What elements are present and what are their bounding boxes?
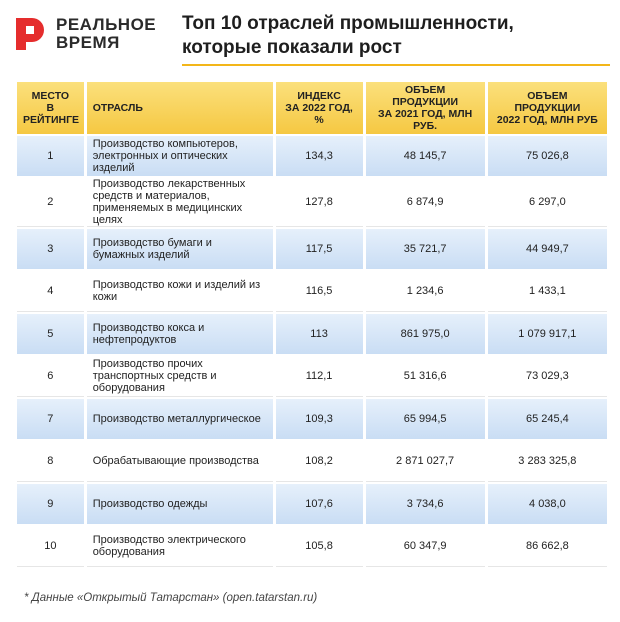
table-row bbox=[17, 178, 607, 227]
cell-index: 105,8 bbox=[276, 526, 363, 567]
table-row bbox=[17, 484, 607, 524]
table-row bbox=[17, 526, 607, 567]
table-row bbox=[17, 356, 607, 397]
cell-volume-2021: 3 734,6 bbox=[366, 484, 485, 524]
cell-volume-2022: 65 245,4 bbox=[488, 399, 607, 439]
cell-place: 9 bbox=[17, 484, 84, 524]
cell-index: 127,8 bbox=[276, 178, 363, 227]
cell-place: 3 bbox=[17, 229, 84, 269]
header-line: ОБЪЕМ ПРОДУКЦИИ bbox=[392, 84, 458, 108]
table-row bbox=[17, 441, 607, 482]
cell-volume-2022: 1 079 917,1 bbox=[488, 314, 607, 354]
cell-volume-2021: 2 871 027,7 bbox=[366, 441, 485, 482]
realnoe-vremya-logo-icon bbox=[12, 16, 48, 52]
cell-index: 134,3 bbox=[276, 136, 363, 176]
cell-index: 112,1 bbox=[276, 356, 363, 397]
cell-index: 107,6 bbox=[276, 484, 363, 524]
table-row bbox=[17, 399, 607, 439]
header-line: МЕСТО bbox=[31, 90, 70, 102]
header-line: 2022 ГОД, МЛН РУБ bbox=[496, 114, 598, 126]
cell-place: 8 bbox=[17, 441, 84, 482]
cell-index: 109,3 bbox=[276, 399, 363, 439]
header-line: ИНДЕКС bbox=[297, 90, 341, 102]
cell-volume-2021: 6 874,9 bbox=[366, 178, 485, 227]
cell-volume-2022: 73 029,3 bbox=[488, 356, 607, 397]
cell-volume-2022: 44 949,7 bbox=[488, 229, 607, 269]
cell-volume-2021: 60 347,9 bbox=[366, 526, 485, 567]
table-body bbox=[17, 136, 607, 567]
cell-industry: Производство одежды bbox=[87, 484, 273, 524]
cell-industry: Производство бумаги и бумажных изделий bbox=[87, 229, 273, 269]
header-place bbox=[17, 82, 84, 134]
logo-text bbox=[56, 16, 156, 52]
cell-industry: Производство металлургическое bbox=[87, 399, 273, 439]
cell-volume-2022: 6 297,0 bbox=[488, 178, 607, 227]
cell-place: 6 bbox=[17, 356, 84, 397]
cell-place: 10 bbox=[17, 526, 84, 567]
cell-volume-2021: 51 316,6 bbox=[366, 356, 485, 397]
cell-place: 4 bbox=[17, 271, 84, 312]
header-volume-2021 bbox=[366, 82, 485, 134]
table-header-row bbox=[17, 82, 607, 134]
cell-industry: Производство кожи и изделий из кожи bbox=[87, 271, 273, 312]
cell-volume-2022: 3 283 325,8 bbox=[488, 441, 607, 482]
header-index bbox=[276, 82, 363, 134]
cell-industry: Производство электрического оборудования bbox=[87, 526, 273, 567]
cell-volume-2021: 1 234,6 bbox=[366, 271, 485, 312]
header-volume-2022 bbox=[488, 82, 607, 134]
cell-place: 5 bbox=[17, 314, 84, 354]
table-row bbox=[17, 314, 607, 354]
title-line-2: которые показали рост bbox=[182, 37, 402, 58]
header-line: В РЕЙТИНГЕ bbox=[23, 102, 80, 126]
header-line: ОБЪЕМ ПРОДУКЦИИ bbox=[514, 90, 581, 114]
cell-industry: Обрабатывающие производства bbox=[87, 441, 273, 482]
title-divider bbox=[182, 64, 610, 66]
cell-index: 116,5 bbox=[276, 271, 363, 312]
header bbox=[0, 0, 620, 70]
header-line: ОТРАСЛЬ bbox=[92, 102, 143, 114]
page-title bbox=[182, 12, 602, 60]
cell-index: 108,2 bbox=[276, 441, 363, 482]
cell-industry: Производство прочих транспортных средств и оборудования bbox=[87, 356, 273, 397]
logo-line-2: ВРЕМЯ bbox=[56, 33, 120, 52]
cell-volume-2022: 75 026,8 bbox=[488, 136, 607, 176]
cell-index: 117,5 bbox=[276, 229, 363, 269]
cell-volume-2022: 86 662,8 bbox=[488, 526, 607, 567]
cell-place: 1 bbox=[17, 136, 84, 176]
table-row bbox=[17, 136, 607, 176]
header-line: ЗА 2021 ГОД, МЛН РУБ. bbox=[378, 108, 473, 132]
cell-industry: Производство компьютеров, электронных и оптических изделий bbox=[87, 136, 273, 176]
logo-line-1: РЕАЛЬНОЕ bbox=[56, 15, 157, 34]
cell-place: 2 bbox=[17, 178, 84, 227]
cell-volume-2021: 48 145,7 bbox=[366, 136, 485, 176]
cell-volume-2021: 65 994,5 bbox=[366, 399, 485, 439]
ranking-table bbox=[14, 80, 610, 569]
cell-industry: Производство кокса и нефтепродуктов bbox=[87, 314, 273, 354]
cell-index: 113 bbox=[276, 314, 363, 354]
source-footnote: * Данные «Открытый Татарстан» (open.tatarstan.ru) bbox=[24, 592, 318, 604]
title-line-1: Топ 10 отраслей промышленности, bbox=[182, 13, 514, 34]
cell-place: 7 bbox=[17, 399, 84, 439]
table-row bbox=[17, 229, 607, 269]
cell-volume-2022: 4 038,0 bbox=[488, 484, 607, 524]
table-row bbox=[17, 271, 607, 312]
cell-volume-2022: 1 433,1 bbox=[488, 271, 607, 312]
cell-volume-2021: 861 975,0 bbox=[366, 314, 485, 354]
cell-volume-2021: 35 721,7 bbox=[366, 229, 485, 269]
cell-industry: Производство лекарственных средств и материалов, применяемых в медицинских целях bbox=[87, 178, 273, 227]
logo[interactable] bbox=[12, 14, 162, 54]
header-line: ЗА 2022 ГОД, % bbox=[285, 102, 353, 126]
header-industry bbox=[87, 82, 273, 134]
